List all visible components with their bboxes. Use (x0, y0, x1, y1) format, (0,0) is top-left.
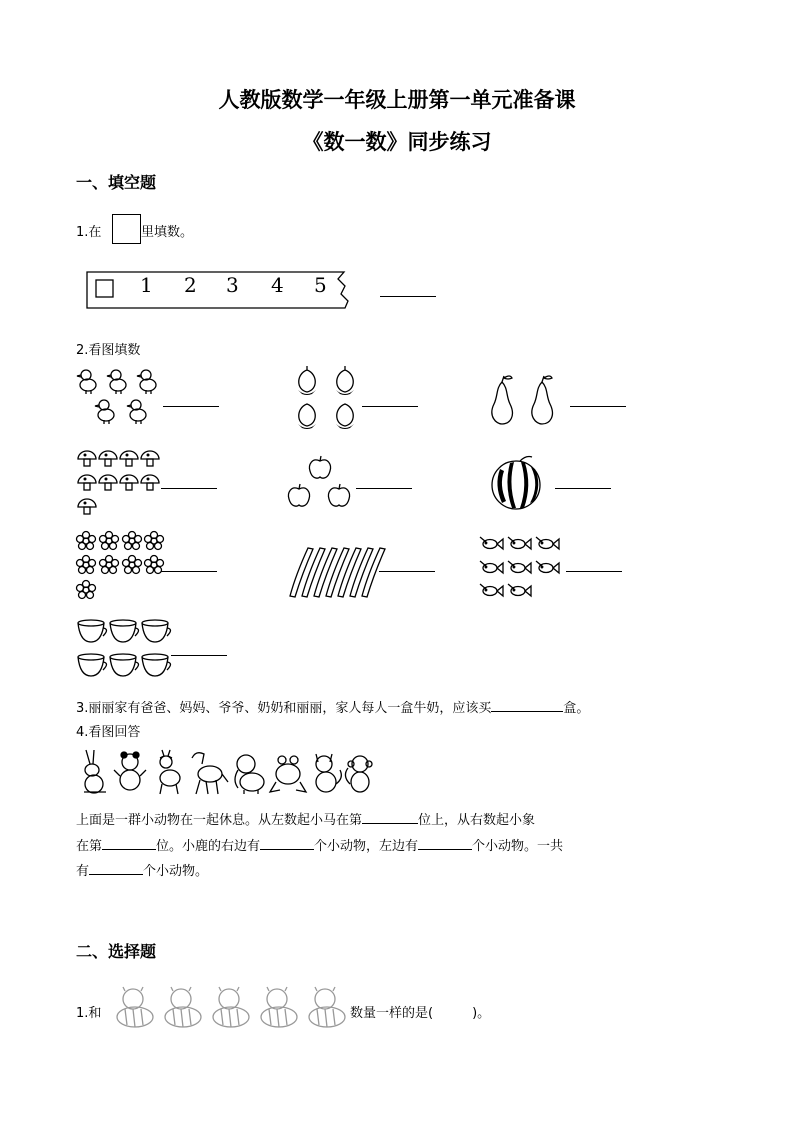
q1-suffix: 里填数。 (141, 225, 194, 240)
rabbit-icon (84, 750, 106, 793)
q3-text (76, 697, 589, 716)
answer-blank[interactable] (89, 862, 143, 875)
q4-line1 (76, 809, 535, 828)
q3-question: 3.丽丽家有爸爸、妈妈、爷爷、奶奶和丽丽，家人每人一盒牛奶，应该买 (76, 701, 492, 716)
answer-blank[interactable] (102, 837, 156, 850)
section-choice-title: 二、选择题 (76, 942, 157, 961)
chicks-picture (76, 365, 166, 433)
pears-picture (488, 374, 568, 426)
answer-blank[interactable] (418, 837, 472, 850)
page-title: 人教版数学一年级上册第一单元准备课 (218, 87, 576, 112)
flowers-picture (76, 532, 166, 602)
answer-blank[interactable] (171, 655, 227, 656)
answer-blank[interactable] (163, 406, 219, 407)
fish-picture (478, 535, 568, 601)
q4-text: 个小动物。一共 (472, 839, 564, 854)
q4-text: 有 (76, 864, 90, 879)
answer-blank[interactable] (380, 296, 436, 297)
q4-text: 位上，从右数起小象 (418, 813, 536, 828)
q4-line2 (76, 835, 563, 854)
answer-blank[interactable] (566, 571, 622, 572)
cat-icon (316, 754, 341, 792)
page-subtitle: 《数一数》同步练习 (302, 129, 492, 154)
ruler-number: 5 (314, 273, 327, 297)
panda-icon (114, 752, 146, 790)
answer-blank[interactable] (491, 699, 563, 712)
q4-text: 上面是一群小动物在一起休息。从左数起小马在第 (76, 813, 363, 828)
answer-blank[interactable] (362, 811, 418, 824)
answer-blank[interactable] (260, 837, 314, 850)
section-fill-in-title: 一、填空题 (76, 173, 157, 192)
beans-picture (286, 544, 380, 600)
q2-label: 2.看图填数 (76, 343, 141, 358)
peaches-picture (294, 368, 362, 432)
elephant-icon (235, 755, 264, 794)
answer-blank[interactable] (555, 488, 611, 489)
answer-blank[interactable] (161, 571, 217, 572)
q4-text: 位。小鹿的右边有 (156, 839, 261, 854)
c1-suffix: 数量一样的是( )。 (350, 1006, 491, 1021)
watermelon-picture (490, 455, 546, 511)
answer-blank[interactable] (356, 488, 412, 489)
ruler-number: 2 (184, 273, 197, 297)
answer-blank[interactable] (570, 406, 626, 407)
apples-picture (284, 455, 354, 517)
animals-row-picture (78, 748, 378, 798)
deer-icon (160, 750, 180, 794)
q3-unit: 盒。 (563, 701, 590, 716)
answer-blank[interactable] (379, 571, 435, 572)
answer-blank[interactable] (161, 488, 217, 489)
q4-label: 4.看图回答 (76, 725, 141, 740)
monkey-icon (345, 756, 372, 792)
ruler-number: 3 (226, 273, 239, 297)
ruler-number: 1 (140, 273, 153, 297)
q4-text: 在第 (76, 839, 103, 854)
tigers-picture (111, 987, 347, 1031)
c1-prefix: 1.和 (76, 1006, 102, 1021)
cups-picture (76, 618, 176, 682)
answer-blank[interactable] (362, 406, 418, 407)
mushrooms-picture (76, 450, 166, 520)
frog-icon (270, 756, 306, 792)
q4-text: 个小动物，左边有 (314, 839, 419, 854)
q4-line3 (76, 860, 208, 879)
ruler-number: 4 (271, 273, 284, 297)
horse-icon (192, 753, 228, 794)
empty-box-icon (112, 214, 141, 244)
q1-prefix: 1.在 (76, 225, 102, 240)
q4-text: 个小动物。 (143, 864, 209, 879)
